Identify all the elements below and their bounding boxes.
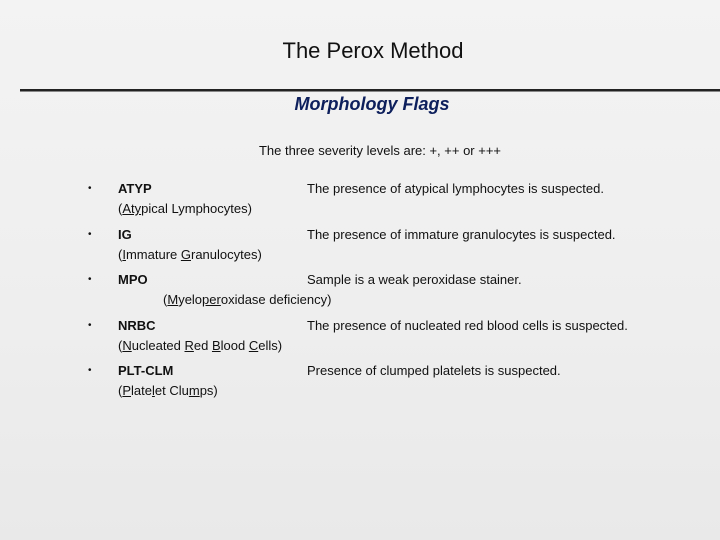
severity-levels-text: The three severity levels are: +, ++ or +++ bbox=[258, 143, 502, 158]
expansion-text: pical Lymphocytes) bbox=[141, 201, 252, 216]
bullet-icon: • bbox=[88, 320, 92, 331]
underlined-letters: m bbox=[188, 383, 200, 398]
expansion-text: ranulocytes) bbox=[191, 247, 262, 262]
flag-code: MPO bbox=[118, 272, 148, 287]
flag-code: NRBC bbox=[118, 318, 156, 333]
flag-code: IG bbox=[118, 227, 132, 242]
underlined-letters: R bbox=[184, 338, 194, 353]
underlined-letters: P bbox=[122, 383, 132, 398]
flag-description: The presence of nucleated red blood cells is suspected. bbox=[307, 318, 628, 333]
expansion-text: lood bbox=[220, 338, 249, 353]
underlined-letters: l bbox=[151, 383, 155, 398]
expansion-text: ( bbox=[163, 292, 168, 307]
flag-row-plt-clm bbox=[0, 363, 720, 403]
underlined-letters: I bbox=[122, 247, 126, 262]
slide-subtitle: Morphology Flags bbox=[294, 94, 450, 114]
flag-code: PLT-CLM bbox=[118, 363, 174, 378]
expansion-text: oxidase deficiency) bbox=[220, 292, 332, 307]
expansion-text: yelo bbox=[178, 292, 203, 307]
underlined-letters: Aty bbox=[122, 201, 142, 216]
bullet-icon: • bbox=[88, 274, 92, 285]
flag-code: ATYP bbox=[118, 181, 152, 196]
flag-expansion bbox=[163, 292, 331, 308]
underlined-letters: M bbox=[167, 292, 179, 307]
flag-description: The presence of atypical lymphocytes is suspected. bbox=[307, 181, 604, 196]
expansion-text: et bbox=[154, 383, 170, 398]
slide-title: The Perox Method bbox=[282, 38, 464, 63]
expansion-text: ucleated bbox=[131, 338, 185, 353]
expansion-text: ( bbox=[118, 247, 123, 262]
underlined-letters: B bbox=[211, 338, 221, 353]
bullet-icon: • bbox=[88, 365, 92, 376]
underlined-letters: per bbox=[202, 292, 221, 307]
flag-expansion bbox=[118, 338, 282, 354]
expansion-text: ells) bbox=[258, 338, 283, 353]
flag-row-atyp bbox=[0, 181, 720, 221]
title-divider bbox=[20, 89, 720, 91]
expansion-text: ( bbox=[118, 338, 123, 353]
flag-expansion bbox=[118, 247, 262, 263]
flag-expansion bbox=[118, 383, 218, 399]
expansion-text: ( bbox=[118, 201, 123, 216]
flag-row-ig bbox=[0, 227, 720, 267]
underlined-letters: N bbox=[122, 338, 132, 353]
expansion-text: ( bbox=[118, 383, 123, 398]
flag-description: The presence of immature granulocytes is suspected. bbox=[307, 227, 616, 242]
expansion-text: late bbox=[131, 383, 152, 398]
flag-description: Presence of clumped platelets is suspected. bbox=[307, 363, 561, 378]
bullet-icon: • bbox=[88, 183, 92, 194]
expansion-text: mmature bbox=[125, 247, 181, 262]
expansion-text: Clu bbox=[169, 383, 189, 398]
expansion-text: ed bbox=[193, 338, 212, 353]
flag-row-mpo bbox=[0, 272, 720, 312]
bullet-icon: • bbox=[88, 229, 92, 240]
expansion-text: ps) bbox=[199, 383, 218, 398]
underlined-letters: G bbox=[180, 247, 191, 262]
flag-expansion bbox=[118, 201, 252, 217]
flag-row-nrbc bbox=[0, 318, 720, 358]
underlined-letters: C bbox=[248, 338, 259, 353]
flag-description: Sample is a weak peroxidase stainer. bbox=[307, 272, 522, 287]
